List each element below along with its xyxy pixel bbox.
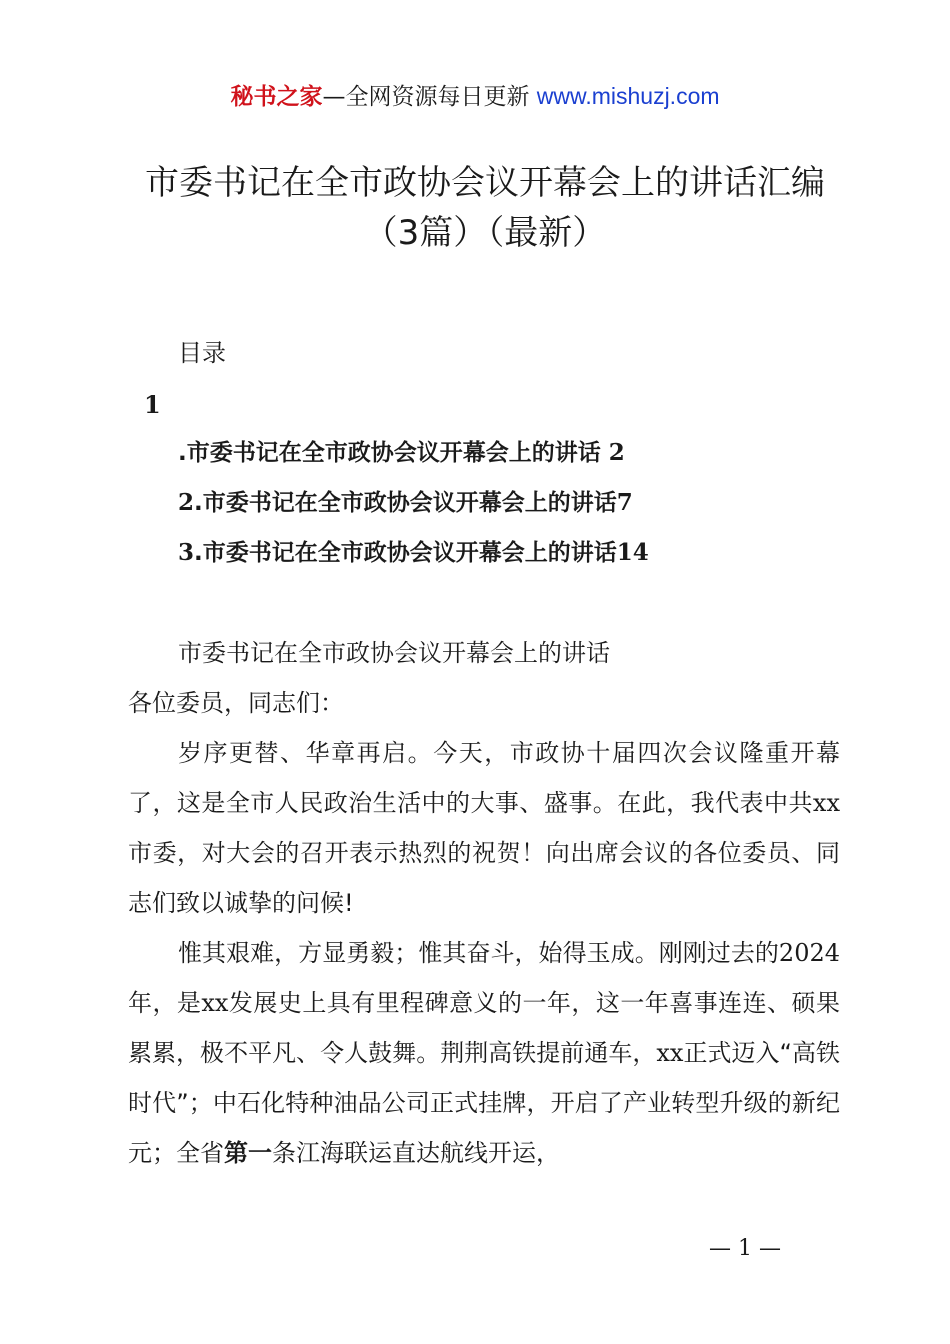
toc-entry-label: .市委书记在全市政协会议开幕会上的讲话 <box>194 540 617 566</box>
placeholder-xx: xx <box>812 789 840 817</box>
toc-entry[interactable] <box>178 436 625 470</box>
site-url-link[interactable]: www.mishuzj.com <box>536 83 720 109</box>
toc-entry-page: 2 <box>600 439 625 466</box>
paragraph-text: 惟其艰难，方显勇毅；惟其奋斗，始得玉成。刚刚过去的 <box>178 939 779 967</box>
paragraph-text: 岁序更替、华章再启。今天，市政协十届四次会议隆重开幕了，这是全市人民政治生活中的大事、盛事。在此，我代表中共 <box>128 739 840 817</box>
toc-orphan-number: 1 <box>144 390 161 419</box>
toc-heading: 目录 <box>178 339 226 367</box>
brand-name: 秘书之家 <box>230 84 323 110</box>
paragraph-text: 发展史上具有里程碑意义的一年，这一年喜事连连、硕果累累，极不平凡、令人鼓舞。荆荆高铁提前通车， <box>128 989 841 1067</box>
placeholder-xx: xx <box>656 1039 684 1067</box>
toc-entry-label: .市委书记在全市政协会议开幕会上的讲话 <box>178 440 601 466</box>
bold-word: 第一 <box>224 1139 272 1167</box>
placeholder-xx: xx <box>201 989 229 1017</box>
body-paragraph-2 <box>128 928 840 1178</box>
toc-entry[interactable] <box>178 536 649 570</box>
body-paragraph-1 <box>128 728 840 928</box>
page-number: — 1 — <box>709 1236 781 1261</box>
year-text: 2024 <box>778 939 840 967</box>
paragraph-text: 市委，对大会的召开表示热烈的祝贺！向出席会议的各位委员、同志们致以诚挚的问候! <box>128 839 840 917</box>
document-title: 市委书记在全市政协会议开幕会上的讲话汇编（3篇）（最新） <box>145 163 825 253</box>
paragraph-text: 正式迈入“高铁时代”；中石化特种油品公司正式挂牌，开启了产业转型升级的新纪元；全省 <box>128 1039 841 1167</box>
paragraph-text: 年，是 <box>128 989 202 1017</box>
toc-entry[interactable] <box>178 486 633 520</box>
site-banner <box>0 80 950 113</box>
toc-entry-number: 3 <box>178 539 195 566</box>
salutation: 各位委员，同志们： <box>128 689 344 717</box>
toc-entry-page: 14 <box>616 539 649 566</box>
toc-entry-page: 7 <box>616 489 633 516</box>
paragraph-text: 条江海联运直达航线开运， <box>272 1139 560 1167</box>
section-title: 市委书记在全市政协会议开幕会上的讲话 <box>178 639 610 667</box>
toc-entry-label: .市委书记在全市政协会议开幕会上的讲话 <box>194 490 617 516</box>
toc-entry-number: 2 <box>178 489 195 516</box>
brand-tagline: —全网资源每日更新 <box>322 84 530 110</box>
